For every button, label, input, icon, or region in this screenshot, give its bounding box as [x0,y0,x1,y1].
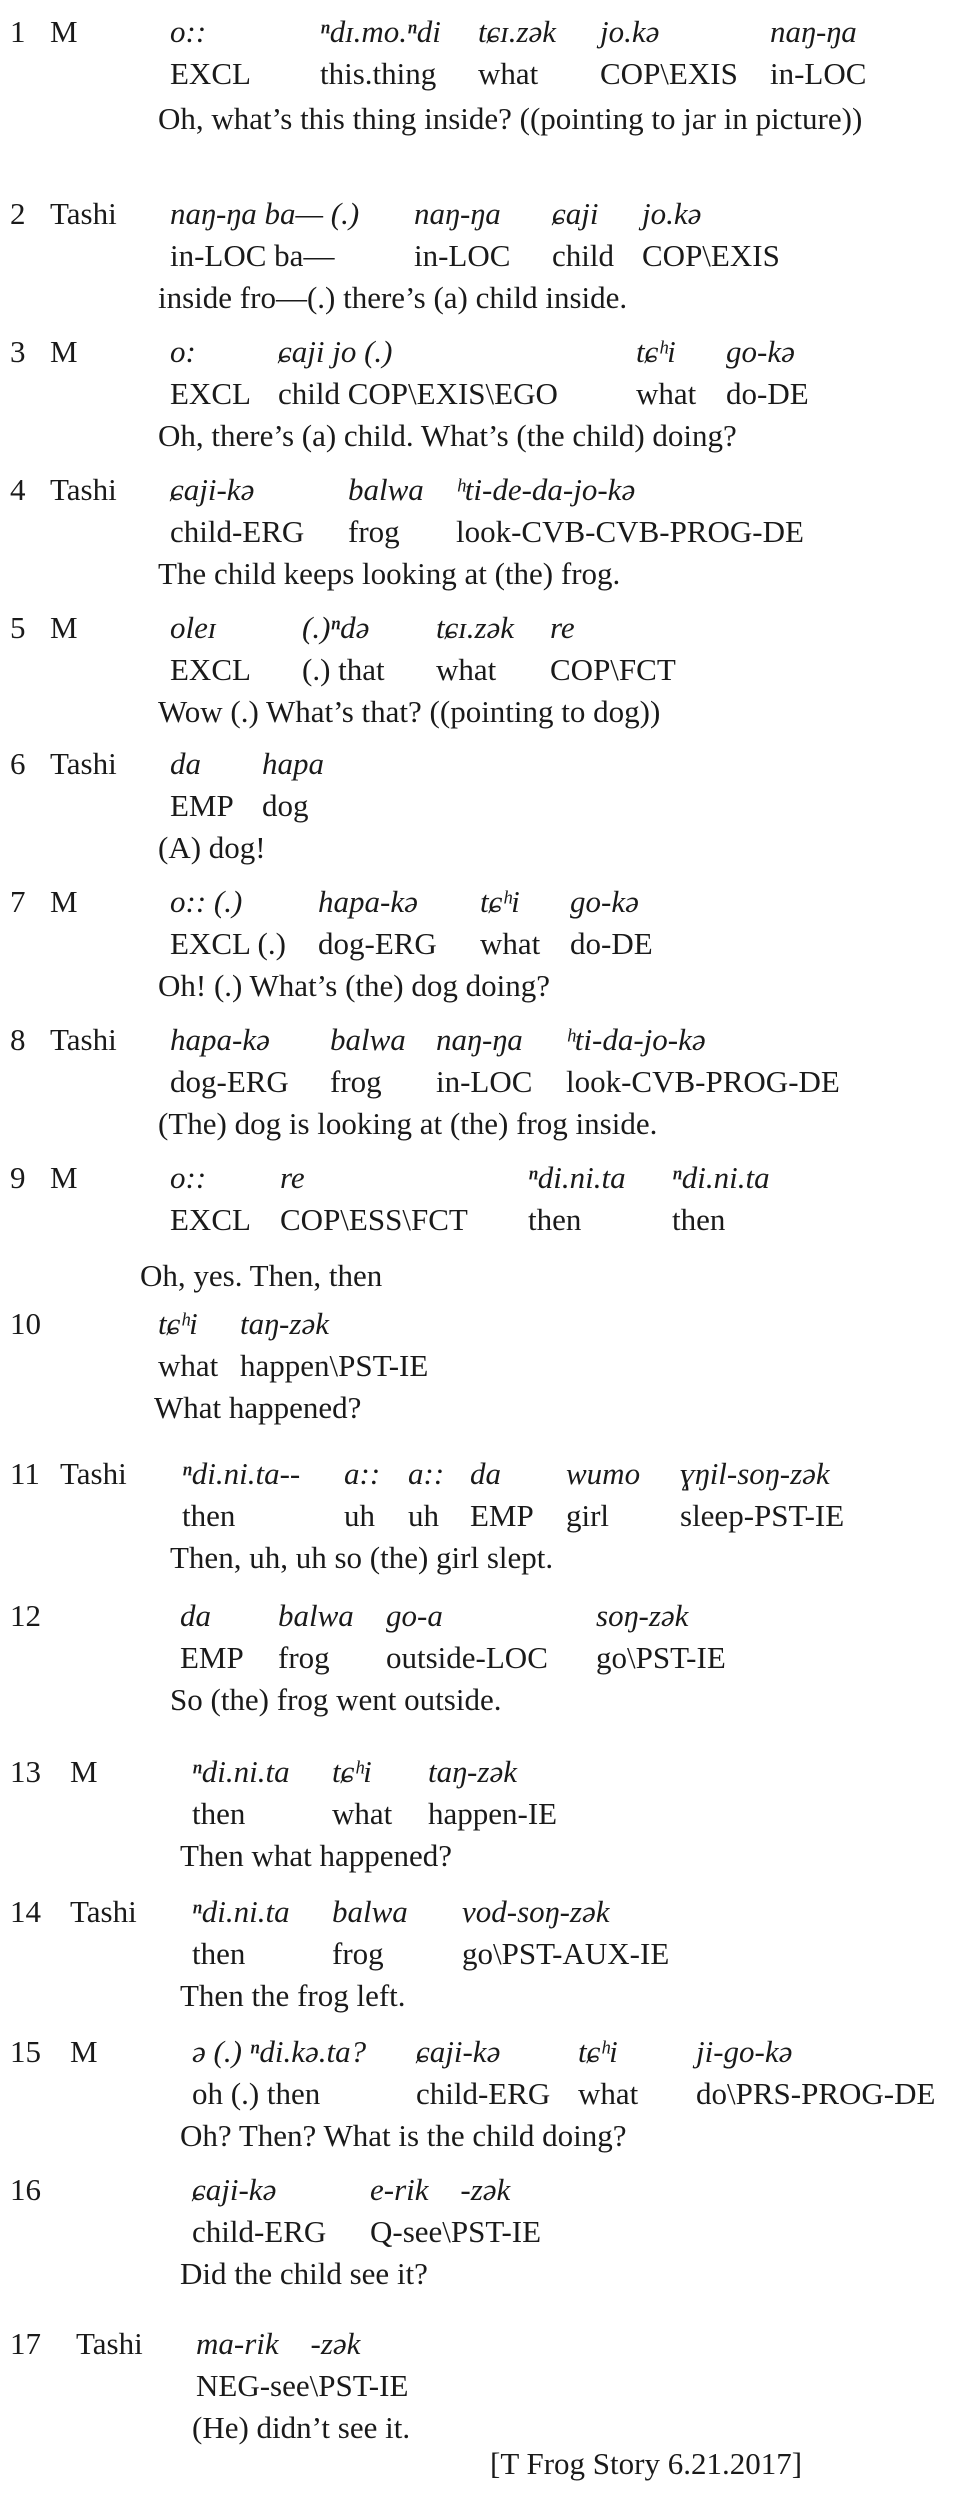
line-number: 6 [10,746,26,781]
source-word: o:: [170,1160,207,1195]
source-word: ɣŋil-soŋ-zək⃗ [680,1456,854,1491]
gloss-label: in-LOC [770,56,867,91]
free-translation: Oh, yes. Then, then [140,1258,383,1293]
gloss-label: then [182,1498,236,1533]
speaker-label: M [50,334,78,369]
free-translation: Oh, there’s (a) child. What’s (the child) doing? [158,418,737,453]
line-number: 13 [10,1754,41,1789]
source-word: tɕɪ.zək⃗ [478,14,581,49]
free-translation: Then the frog left. [180,1978,406,2013]
source-word: ⁿdi.ni.ta [192,1754,290,1789]
gloss-label: what [480,926,541,961]
gloss-label: what [636,376,697,411]
line-number: 4 [10,472,26,507]
speaker-label: M [50,610,78,645]
gloss-label: oh (.) then [192,2076,321,2111]
source-word: tɕʰi [480,884,520,919]
source-word: tɕɪ.zək⃗ [436,610,539,645]
source-word: da [170,746,201,781]
free-translation: The child keeps looking at (the) frog. [158,556,621,591]
source-word: ə (.) ⁿdi.kə.ta? [192,2034,367,2069]
gloss-label: then [192,1796,246,1831]
transcript-line-12 [0,1598,962,1728]
line-number: 15 [10,2034,41,2069]
gloss-label: in-LOC [436,1064,533,1099]
speaker-label: M [50,14,78,49]
gloss-label: what [478,56,539,91]
line-number: 9 [10,1160,26,1195]
source-word: tɕʰi [636,334,676,369]
source-word: naŋ-ŋa [414,196,501,231]
gloss-label: frog [348,514,400,549]
gloss-label: then [672,1202,726,1237]
transcript-line-15 [0,2034,962,2164]
free-translation: What happened? [154,1390,362,1425]
source-word: ⁿdi.ni.ta [192,1894,290,1929]
free-translation: Did the child see it? [180,2256,428,2291]
line-number: 8 [10,1022,26,1057]
source-word: ma-rik⃗ -zək⃗ [196,2326,385,2361]
gloss-label: do\PRS-PROG-DE [696,2076,936,2111]
speaker-label: Tashi [50,1022,117,1057]
gloss-label: dog [262,788,309,823]
gloss-label: child-ERG [192,2214,327,2249]
source-word: ɕaji [552,196,599,231]
source-word: naŋ-ŋa [436,1022,523,1057]
gloss-label: EXCL (.) [170,926,286,961]
source-word: balwa [348,472,424,507]
source-word: balwa [330,1022,406,1057]
source-word: ⁿdi.ni.ta [672,1160,770,1195]
transcript-line-14 [0,1894,962,2024]
source-word: hapa-kə [170,1022,270,1057]
speaker-label: M [70,1754,98,1789]
gloss-label: dog-ERG [170,1064,289,1099]
line-number: 1 [10,14,26,49]
source-word: re [550,610,575,645]
gloss-label: COP\EXIS [642,238,780,273]
speaker-label: Tashi [50,746,117,781]
source-word: ʰti-da-jo-kə [566,1022,706,1057]
free-translation: (A) dog! [158,830,266,865]
line-number: 12 [10,1598,41,1633]
line-number: 2 [10,196,26,231]
free-translation: Then what happened? [180,1838,452,1873]
gloss-label: this.thing [320,56,437,91]
transcript-line-5 [0,610,962,740]
transcript-line-17 [0,2326,962,2456]
source-word: jo.kə [600,14,660,49]
source-word: o:: (.) [170,884,243,919]
gloss-label: child-ERG [170,514,305,549]
transcript-line-13 [0,1754,962,1884]
speaker-label: Tashi [76,2326,143,2361]
gloss-label: outside-LOC [386,1640,548,1675]
gloss-label: uh [344,1498,375,1533]
transcript-line-9 [0,1160,962,1300]
source-word: ɕaji-kə [416,2034,501,2069]
source-word: ɕaji jo (.) [278,334,393,369]
free-translation: (The) dog is looking at (the) frog inside. [158,1106,658,1141]
source-word: tɕʰi [158,1306,198,1341]
source-word: re [280,1160,305,1195]
gloss-label: in-LOC ba— [170,238,335,273]
gloss-label: Q-see\PST-IE [370,2214,542,2249]
source-word: vod-soŋ-zək⃗ [462,1894,634,1929]
gloss-label: EXCL [170,376,251,411]
gloss-label: child COP\EXIS\EGO [278,376,558,411]
gloss-label: happen\PST-IE [240,1348,429,1383]
transcript-line-1 [0,14,962,164]
speaker-label: M [50,884,78,919]
speaker-label: Tashi [70,1894,137,1929]
source-word: ⁿdi.ni.ta [528,1160,626,1195]
source-word: go-kə [726,334,795,369]
gloss-label: happen-IE [428,1796,558,1831]
gloss-label: what [158,1348,219,1383]
source-word: da [470,1456,501,1491]
gloss-label: COP\ESS\FCT [280,1202,468,1237]
source-word: taŋ-zək⃗ [428,1754,542,1789]
transcript-line-7 [0,884,962,1014]
source-word: wumo [566,1456,641,1491]
gloss-label: frog [330,1064,382,1099]
line-number: 10 [10,1306,41,1341]
source-word: (.)ⁿdə [302,610,370,645]
free-translation: Oh! (.) What’s (the) dog doing? [158,968,550,1003]
speaker-label: M [70,2034,98,2069]
gloss-label: EXCL [170,56,251,91]
source-word: tɕʰi [578,2034,618,2069]
free-translation: Oh, what’s this thing inside? ((pointing to jar in picture)) [158,101,863,136]
gloss-label: in-LOC [414,238,511,273]
free-translation: So (the) frog went outside. [170,1682,502,1717]
gloss-label: EMP [470,1498,534,1533]
source-word: da [180,1598,211,1633]
line-number: 11 [10,1456,40,1491]
line-number: 14 [10,1894,41,1929]
gloss-label: girl [566,1498,610,1533]
source-word: tɕʰi [332,1754,372,1789]
source-word: a:: [408,1456,445,1491]
line-number: 5 [10,610,26,645]
speaker-label: Tashi [50,472,117,507]
gloss-label: COP\FCT [550,652,676,687]
gloss-label: uh [408,1498,439,1533]
transcript-line-2 [0,196,962,326]
transcript-line-4 [0,472,962,602]
transcript-line-16 [0,2172,962,2302]
source-word: ⁿdi.ni.ta-- [182,1456,301,1491]
free-translation: Then, uh, uh so (the) girl slept. [170,1540,554,1575]
speaker-label: Tashi [50,196,117,231]
gloss-label: look-CVB-CVB-PROG-DE [456,514,804,549]
free-translation: Oh? Then? What is the child doing? [180,2118,627,2153]
free-translation: (He) didn’t see it. [192,2410,411,2445]
transcript-line-8 [0,1022,962,1152]
gloss-label: dog-ERG [318,926,437,961]
source-word: hapa [262,746,324,781]
source-word: ji-go-kə [696,2034,793,2069]
gloss-label: child [552,238,614,273]
line-number: 7 [10,884,26,919]
source-citation: [T Frog Story 6.21.2017] [490,2446,803,2481]
source-word: soŋ-zək⃗ [596,1598,713,1633]
gloss-label: what [436,652,497,687]
source-word: naŋ-ŋa ba— (.) [170,196,360,231]
source-word: ʰti-de-da-jo-kə [456,472,636,507]
transcript-line-3 [0,334,962,464]
gloss-label: what [578,2076,639,2111]
source-word: jo.kə [642,196,702,231]
gloss-label: EXCL [170,1202,251,1237]
source-word: e-rik⃗ -zək⃗ [370,2172,535,2207]
source-word: naŋ-ŋa [770,14,857,49]
gloss-label: NEG-see\PST-IE [196,2368,409,2403]
gloss-label: EMP [170,788,234,823]
speaker-label: M [50,1160,78,1195]
source-word: ɕaji-kə [192,2172,277,2207]
source-word: go-a [386,1598,443,1633]
source-word: balwa [278,1598,354,1633]
transcript-line-11 [0,1456,962,1586]
source-word: a:: [344,1456,381,1491]
gloss-label: EXCL [170,652,251,687]
source-word: o:: [170,14,207,49]
source-word: hapa-kə [318,884,418,919]
source-word: go-kə [570,884,639,919]
source-word: oleɪ [170,610,217,645]
gloss-label: frog [332,1936,384,1971]
gloss-label: do-DE [570,926,653,961]
transcript-line-6 [0,746,962,876]
source-word: balwa [332,1894,408,1929]
transcript-line-10 [0,1306,962,1436]
speaker-label: Tashi [60,1456,127,1491]
free-translation: Wow (.) What’s that? ((pointing to dog)) [158,694,661,729]
source-word: ⁿdɪ.mo.ⁿdi [320,14,441,49]
gloss-label: child-ERG [416,2076,551,2111]
gloss-label: then [528,1202,582,1237]
source-word: ɕaji-kə [170,472,255,507]
source-word: taŋ-zək⃗ [240,1306,354,1341]
gloss-label: do-DE [726,376,809,411]
source-word: o: [170,334,196,369]
gloss-label: sleep-PST-IE [680,1498,845,1533]
line-number: 16 [10,2172,41,2207]
gloss-label: then [192,1936,246,1971]
free-translation: inside fro—(.) there’s (a) child inside. [158,280,628,315]
gloss-label: (.) that [302,652,385,687]
gloss-label: frog [278,1640,330,1675]
gloss-label: go\PST-IE [596,1640,726,1675]
line-number: 17 [10,2326,41,2361]
gloss-label: go\PST-AUX-IE [462,1936,670,1971]
gloss-label: look-CVB-PROG-DE [566,1064,840,1099]
gloss-label: EMP [180,1640,244,1675]
line-number: 3 [10,334,26,369]
gloss-label: what [332,1796,393,1831]
gloss-label: COP\EXIS [600,56,738,91]
